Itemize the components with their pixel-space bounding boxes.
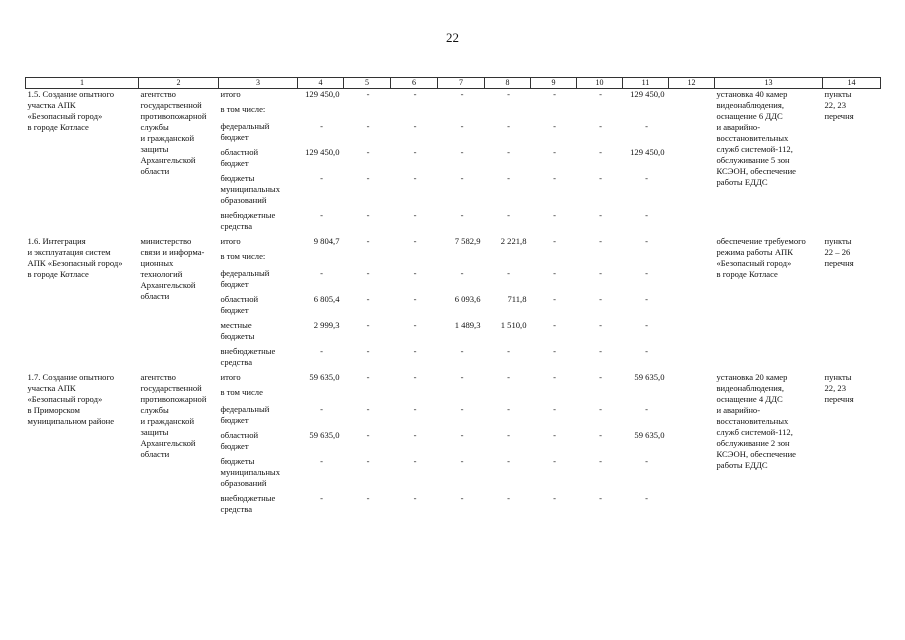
amount-cell — [623, 104, 669, 121]
amount-cell — [669, 104, 715, 121]
amount-cell: - — [599, 267, 602, 278]
funding-source-label: областной бюджет — [220, 293, 259, 315]
funding-source-label: областной бюджет — [220, 146, 259, 168]
amount-cell: 6 805,4 — [313, 293, 340, 304]
amount-cell: - — [366, 429, 370, 440]
amount-cell: - — [553, 89, 556, 99]
amount-cell: - — [645, 172, 648, 183]
amount-cell: - — [460, 492, 464, 503]
amount-cell — [669, 493, 715, 519]
amount-cell: - — [645, 120, 648, 131]
amount-cell — [577, 104, 623, 121]
responsible-organization: агентство государственной противопожарной службы и гражданской защиты Архангельской области — [140, 89, 207, 176]
expected-result: установка 20 камер видеонаблюдения, оснащение 4 ДДС и аварийно- восстановительных служб системой-112, обслуживание 2 зон КСЭОН, обеспечение работы ЕДДС — [716, 371, 796, 470]
amount-cell: - — [599, 146, 602, 157]
amount-cell: - — [599, 345, 602, 356]
amount-cell: - — [320, 455, 323, 466]
amount-cell — [623, 387, 669, 404]
column-number: 3 — [219, 78, 298, 89]
amount-cell: - — [413, 345, 417, 356]
amount-cell: 59 635,0 — [634, 429, 665, 440]
amount-cell: - — [553, 293, 556, 304]
amount-cell: - — [413, 429, 417, 440]
amount-cell — [485, 387, 531, 404]
amount-cell: - — [645, 455, 648, 466]
amount-cell: - — [413, 267, 417, 278]
amount-cell: - — [645, 492, 648, 503]
amount-cell: - — [553, 235, 556, 246]
responsible-organization: агентство государственной противопожарной службы и гражданской защиты Архангельской области — [140, 371, 207, 459]
amount-cell: - — [645, 319, 648, 330]
amount-cell — [669, 320, 715, 346]
amount-cell: - — [599, 319, 602, 330]
amount-cell: - — [460, 146, 464, 157]
amount-cell: - — [413, 235, 417, 246]
amount-cell: 59 635,0 — [309, 429, 340, 440]
amount-cell — [669, 147, 715, 173]
amount-cell: 1 489,3 — [454, 319, 481, 330]
amount-cell — [531, 387, 577, 404]
amount-cell: - — [460, 172, 464, 183]
amount-cell: - — [320, 172, 323, 183]
column-number: 13 — [715, 78, 823, 89]
column-number: 10 — [577, 78, 623, 89]
measure-name: 1.7. Создание опытного участка АПК «Безопасный город» в Приморском муниципальном районе — [27, 371, 115, 426]
amount-cell: - — [320, 120, 323, 131]
amount-cell: - — [553, 403, 556, 414]
amount-cell: - — [366, 235, 370, 246]
amount-cell: - — [507, 89, 510, 99]
funding-source-label: местные бюджеты — [220, 319, 255, 341]
amount-cell — [577, 251, 623, 268]
expected-result: обеспечение требуемого режима работы АПК «Безопасный город» в городе Котласе — [716, 235, 806, 279]
amount-cell: 2 221,8 — [500, 235, 527, 246]
amount-cell: 59 635,0 — [634, 371, 665, 382]
amount-cell: - — [507, 492, 510, 503]
funding-source-label: в том числе: — [220, 103, 266, 114]
amount-cell — [669, 121, 715, 147]
amount-cell: - — [460, 120, 464, 131]
funding-source-label: бюджеты муниципальных образований — [220, 455, 280, 488]
page-number: 22 — [446, 30, 459, 45]
amount-cell: - — [599, 492, 602, 503]
funding-source-label: в том числе: — [220, 250, 266, 261]
amount-cell: - — [320, 267, 323, 278]
amount-cell: - — [366, 172, 370, 183]
funding-source-label: итого — [220, 371, 241, 382]
column-number: 14 — [823, 78, 881, 89]
amount-cell: - — [460, 371, 464, 382]
amount-cell: - — [645, 403, 648, 414]
amount-cell — [669, 294, 715, 320]
amount-cell: - — [645, 267, 648, 278]
column-number: 9 — [531, 78, 577, 89]
amount-cell: - — [599, 120, 602, 131]
amount-cell: - — [460, 345, 464, 356]
amount-cell: - — [645, 293, 648, 304]
amount-cell: 6 093,6 — [454, 293, 481, 304]
amount-cell: - — [413, 89, 417, 99]
funding-source-label: областной бюджет — [220, 429, 259, 451]
amount-cell: - — [553, 345, 556, 356]
amount-cell — [577, 387, 623, 404]
measure-name: 1.5. Создание опытного участка АПК «Безопасный город» в городе Котласе — [27, 89, 115, 132]
amount-cell — [669, 210, 715, 236]
amount-cell — [669, 236, 715, 251]
amount-cell: - — [599, 429, 602, 440]
amount-cell — [669, 456, 715, 493]
amount-cell — [669, 268, 715, 294]
program-table — [25, 77, 881, 519]
amount-cell — [438, 251, 485, 268]
table-body — [26, 89, 881, 519]
amount-cell: - — [366, 455, 370, 466]
amount-cell: - — [599, 403, 602, 414]
column-number: 11 — [623, 78, 669, 89]
column-number: 4 — [298, 78, 344, 89]
amount-cell — [344, 251, 391, 268]
amount-cell: - — [645, 235, 648, 246]
amount-cell: - — [366, 319, 370, 330]
amount-cell: - — [507, 172, 510, 183]
amount-cell: - — [599, 455, 602, 466]
amount-cell: 129 450,0 — [630, 146, 665, 157]
amount-cell: - — [460, 429, 464, 440]
amount-cell: - — [320, 345, 323, 356]
amount-cell — [298, 251, 344, 268]
amount-cell: - — [507, 455, 510, 466]
amount-cell: - — [413, 209, 417, 220]
amount-cell — [438, 104, 485, 121]
amount-cell: - — [413, 371, 417, 382]
amount-cell: - — [553, 120, 556, 131]
amount-cell: - — [366, 89, 370, 99]
column-number: 7 — [438, 78, 485, 89]
amount-cell: - — [413, 403, 417, 414]
column-number: 6 — [391, 78, 438, 89]
funding-source-label: итого — [220, 89, 241, 99]
amount-cell: - — [320, 403, 323, 414]
amount-cell: 9 804,7 — [313, 235, 340, 246]
amount-cell: 2 999,3 — [313, 319, 340, 330]
amount-cell: 129 450,0 — [305, 89, 340, 99]
column-number: 5 — [344, 78, 391, 89]
amount-cell — [531, 104, 577, 121]
amount-cell: - — [507, 209, 510, 220]
amount-cell: - — [366, 371, 370, 382]
amount-cell: - — [553, 455, 556, 466]
column-number: 1 — [26, 78, 139, 89]
amount-cell — [298, 104, 344, 121]
amount-cell: - — [460, 267, 464, 278]
amount-cell: - — [507, 371, 510, 382]
amount-cell — [438, 387, 485, 404]
funding-source-label: внебюджетные средства — [220, 345, 276, 367]
amount-cell: - — [553, 371, 556, 382]
list-items-reference: пункты 22, 23 перечня — [824, 371, 854, 404]
amount-cell — [344, 387, 391, 404]
amount-cell — [669, 251, 715, 268]
responsible-organization: министерство связи и информа- ционных технологий Архангельской области — [140, 235, 205, 301]
amount-cell: - — [507, 403, 510, 414]
amount-cell: - — [553, 429, 556, 440]
amount-cell: - — [413, 319, 417, 330]
funding-source-label: федеральный бюджет — [220, 403, 270, 425]
column-number: 8 — [485, 78, 531, 89]
amount-cell: - — [553, 146, 556, 157]
amount-cell: - — [507, 146, 510, 157]
measure-name: 1.6. Интеграция и эксплуатация систем АПК «Безопасный город» в городе Котласе — [27, 235, 123, 279]
funding-source-label: внебюджетные средства — [220, 492, 276, 514]
amount-cell — [344, 104, 391, 121]
funding-source-label: в том числе — [220, 386, 263, 397]
amount-cell: - — [413, 455, 417, 466]
amount-cell: - — [599, 89, 602, 99]
amount-cell — [298, 387, 344, 404]
amount-cell: - — [320, 209, 323, 220]
amount-cell — [623, 251, 669, 268]
table-row — [26, 372, 881, 387]
amount-cell: - — [366, 293, 370, 304]
amount-cell: 711,8 — [507, 293, 527, 304]
amount-cell — [485, 104, 531, 121]
amount-cell: - — [366, 267, 370, 278]
amount-cell: - — [599, 235, 602, 246]
amount-cell: - — [599, 209, 602, 220]
amount-cell: - — [645, 209, 648, 220]
amount-cell: - — [460, 455, 464, 466]
amount-cell: 59 635,0 — [309, 371, 340, 382]
amount-cell: - — [366, 492, 370, 503]
amount-cell: - — [553, 319, 556, 330]
amount-cell: - — [413, 492, 417, 503]
amount-cell: - — [553, 172, 556, 183]
amount-cell: - — [413, 172, 417, 183]
amount-cell: - — [366, 120, 370, 131]
amount-cell — [391, 387, 438, 404]
amount-cell: 129 450,0 — [630, 89, 665, 99]
amount-cell: - — [507, 345, 510, 356]
amount-cell: - — [413, 293, 417, 304]
amount-cell — [669, 173, 715, 210]
amount-cell — [669, 372, 715, 387]
amount-cell: - — [553, 267, 556, 278]
column-number: 2 — [139, 78, 219, 89]
amount-cell: - — [460, 89, 464, 99]
amount-cell: - — [507, 429, 510, 440]
amount-cell: - — [553, 209, 556, 220]
amount-cell: - — [507, 267, 510, 278]
amount-cell — [391, 104, 438, 121]
amount-cell: - — [460, 403, 464, 414]
amount-cell: - — [599, 172, 602, 183]
amount-cell — [485, 251, 531, 268]
funding-source-label: федеральный бюджет — [220, 267, 270, 289]
amount-cell — [669, 387, 715, 404]
amount-cell: - — [553, 492, 556, 503]
table-row — [26, 89, 881, 104]
list-items-reference: пункты 22, 23 перечня — [824, 89, 854, 121]
amount-cell: - — [645, 345, 648, 356]
amount-cell: - — [413, 146, 417, 157]
funding-source-label: внебюджетные средства — [220, 209, 276, 231]
amount-cell — [391, 251, 438, 268]
amount-cell — [669, 404, 715, 430]
amount-cell: - — [599, 293, 602, 304]
expected-result: установка 40 камер видеонаблюдения, оснащение 6 ДДС и аварийно- восстановительных служб системой-112, обслуживание 5 зон КСЭОН, обеспечение работы ЕДДС — [716, 89, 796, 187]
list-items-reference: пункты 22 – 26 перечня — [824, 235, 854, 268]
column-number-row — [26, 78, 881, 89]
funding-source-label: бюджеты муниципальных образований — [220, 172, 280, 205]
amount-cell — [669, 430, 715, 456]
funding-source-label: федеральный бюджет — [220, 120, 270, 142]
amount-cell: - — [366, 146, 370, 157]
amount-cell: 129 450,0 — [305, 146, 340, 157]
amount-cell: - — [460, 209, 464, 220]
amount-cell: - — [599, 371, 602, 382]
amount-cell: - — [366, 345, 370, 356]
amount-cell — [669, 346, 715, 372]
amount-cell: - — [507, 120, 510, 131]
amount-cell: - — [320, 492, 323, 503]
amount-cell: - — [366, 403, 370, 414]
column-number: 12 — [669, 78, 715, 89]
amount-cell: 1 510,0 — [500, 319, 527, 330]
amount-cell: - — [366, 209, 370, 220]
amount-cell — [669, 89, 715, 104]
amount-cell — [531, 251, 577, 268]
amount-cell: 7 582,9 — [454, 235, 481, 246]
table-row — [26, 236, 881, 251]
funding-source-label: итого — [220, 235, 241, 246]
amount-cell: - — [413, 120, 417, 131]
